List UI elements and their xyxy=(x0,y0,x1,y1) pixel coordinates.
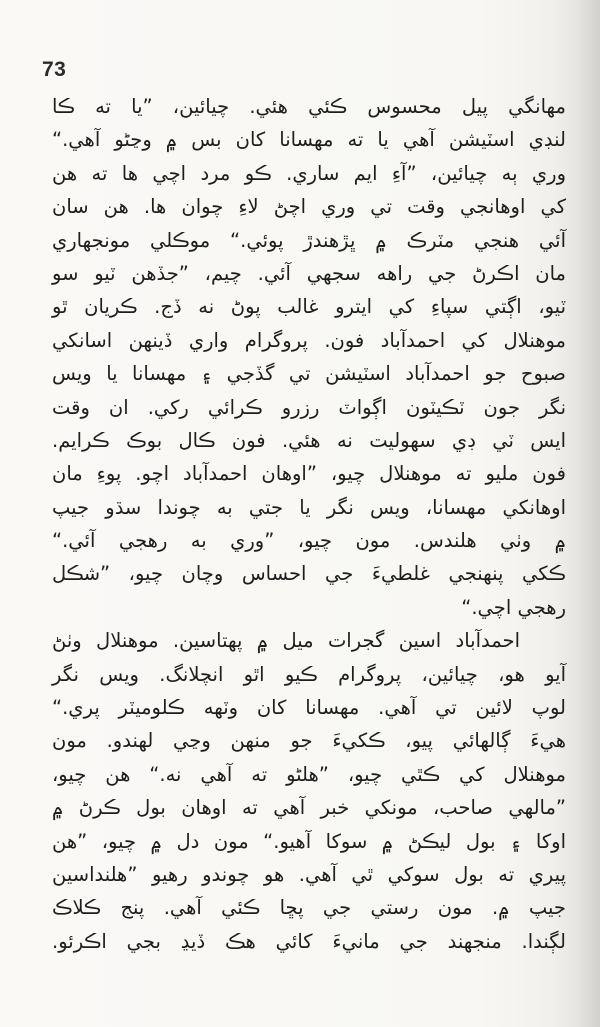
text-line: صبوح جو احمدآباد اسٽيشن تي گڏجي ۽ مهسانا يا ويس xyxy=(52,362,566,386)
text-line: آئي هنجي مٽرڪ ۾ ڀڙهندڙ پوئي.“ موڪلي مونجهاري xyxy=(52,228,566,252)
page-gutter-shadow xyxy=(578,0,600,1027)
text-line: اوهانکي مهسانا، ويس نگر يا جتي به چوندا سڌو جيپ xyxy=(52,495,566,519)
text-line: کي اوهانجي وقت تي وري اچڻ لاءِ چوان ها. هن سان xyxy=(52,195,566,219)
text-line: لوپ لائين تي آهي. مهسانا کان وٽهه ڪلوميٽر پري.“ xyxy=(52,696,566,720)
text-line: لنڊي اسٽيشن آهي يا ته مهسانا کان بس ۾ وڃڻو آهي.“ xyxy=(52,128,566,152)
text-line: موهنلال کي ڪٿي چيو، ”هلڻو ته آهي نه.“ هن چيو، xyxy=(52,762,566,786)
text-line: لڳندا. منجهند جي مانيءَ کائي هڪ ڏيڍ بجي اڪرئو. xyxy=(52,929,566,953)
text-line: وري ٻه چيائين، ”آءِ ايم ساري. ڪو مرد اچي ها ته هن xyxy=(52,161,566,185)
text-line: هيءَ ڳالهائي پيو، ڪکيءَ جو منهن وڃي لهندو. مون xyxy=(52,729,566,753)
page-body-text xyxy=(52,90,566,958)
text-line: آيو هو، چيائين، پروگرام ڪيو اٿو انچلانگ. ويس نگر xyxy=(52,662,566,686)
text-line: ايس ٽي ڊي سهوليت نه هئي. فون ڪال بوڪ ڪرايم. xyxy=(52,428,566,452)
text-line: فون مليو ته موهنلال چيو، ”اوهان احمدآباد اچو. پوءِ مان xyxy=(52,462,566,486)
text-line-paragraph-start: احمدآباد اسين گجرات ميل ۾ پهتاسين. موهنلال وٺڻ xyxy=(52,629,520,653)
text-line: پيري ته بول سوکي ٿي آهي. هو چوندو رهيو ”هلنداسين xyxy=(52,862,566,886)
text-line: ”مالهي صاحب، مونکي خبر آهي ته اوهان بول ڪرڻ ۾ xyxy=(52,796,566,820)
text-line: ڪکي پنهنجي غلطيءَ جي احساس وچان چيو، ”شڪل xyxy=(52,562,566,586)
page-number: 73 xyxy=(42,58,67,81)
text-line: موهنلال کي احمدآباد فون. پروگرام واري ڏينهن اسانکي xyxy=(52,328,566,352)
text-line: مهانگي پيل محسوس ڪئي هئي. چيائين، ”يا ته ڪا xyxy=(52,95,566,118)
text-line: جيپ ۾. مون رستي جي پڇا ڪئي آهي. پنج ڪلاڪ xyxy=(52,896,566,920)
text-line: ۾ وٺي هلندس. مون چيو، ”وري به رهجي آئي.“ xyxy=(52,529,566,553)
text-line-paragraph-end: رهجي اچي.“ xyxy=(461,595,566,619)
text-line: اوکا ۽ بول ليڪڻ ۾ سوکا آهيو.“ مون دل ۾ چيو، ”هن xyxy=(52,829,566,853)
text-line: ٽيو، اڳتي سپاءِ کي ايترو غالب پوڻ نه ڏج. ڪريان ٿو xyxy=(52,295,566,319)
text-line: نگر جون ٽڪيٽون اڳواٽ رزرو ڪرائي رکي. ان وقت xyxy=(52,395,566,419)
text-line: مان اڪرڻ جي راهه سجهي آئي. چيم، ”جڏهن ٽيو سو xyxy=(52,261,566,285)
